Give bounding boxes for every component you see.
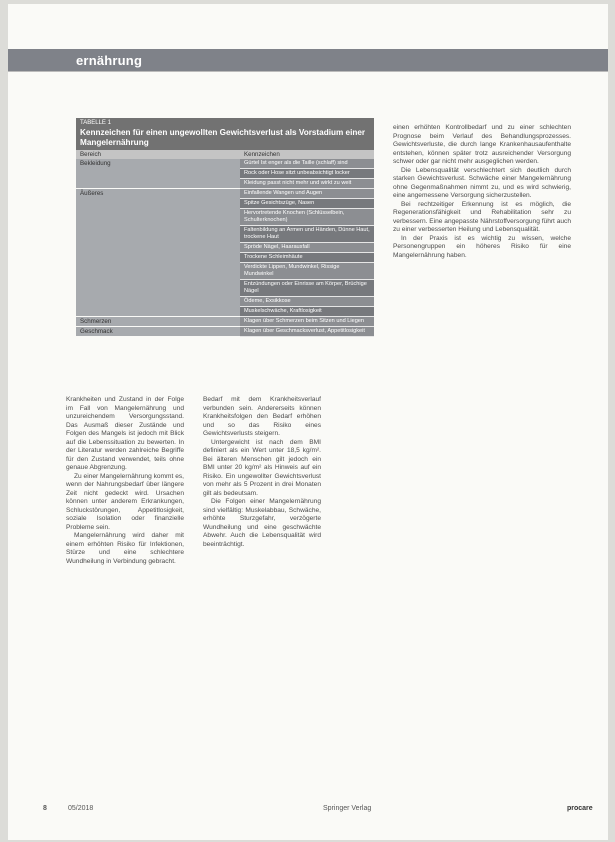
paragraph: Die Folgen einer Mangelernährung sind vielfältig: Muskelabbau, Schwäche, erhöhte Sturzgefahr, verzögerte Wundheilung und eine geschwächte Abwehr. Auch die Lebensqualität wird beeinträchtigt.	[203, 498, 321, 548]
table-cell: Hervortretende Knochen (Schlüsselbein, Schulterknochen)	[240, 209, 374, 226]
table-section-name: Geschmack	[76, 327, 240, 337]
brand-logo: procare	[567, 805, 593, 812]
table-label: TABELLE 1	[76, 118, 374, 127]
table-header	[76, 150, 374, 159]
table-section-items	[240, 189, 374, 317]
table-cell: Klagen über Geschmacksverlust, Appetitlosigkeit	[240, 327, 374, 337]
table-section-name: Bekleidung	[76, 159, 240, 189]
table-cell: Verdickte Lippen, Mundwinkel, Rissige Mundwinkel	[240, 263, 374, 280]
paragraph: Bedarf mit dem Krankheitsverlauf verbunden sein. Andererseits können Krankheitsfolgen den Bedarf erhöhen und so das Risiko eines Gewichtsverlusts steigern.	[203, 396, 321, 437]
paragraph: In der Praxis ist es wichtig zu wissen, welche Personengruppen ein höheres Risiko für eine Mangelernährung haben.	[393, 234, 571, 259]
table-cell: Entzündungen oder Einrisse am Körper, Brüchige Nägel	[240, 280, 374, 297]
table-section	[76, 189, 374, 317]
magazine-page	[8, 4, 608, 840]
table-section	[76, 159, 374, 189]
table-cell: Spitze Gesichtszüge, Nasen	[240, 199, 374, 209]
table-body	[76, 159, 374, 337]
table-cell: Kleidung passt nicht mehr und wirkt zu weit	[240, 179, 374, 189]
table-cell: Einfallende Wangen und Augen	[240, 189, 374, 199]
table-cell: Ödeme, Exsikkose	[240, 297, 374, 307]
table-cell: Faltenbildung an Armen und Händen, Dünne Haut, trockene Haut	[240, 226, 374, 243]
page-number: 8	[43, 805, 47, 812]
info-table	[76, 118, 374, 337]
paragraph: Untergewicht ist nach dem BMI definiert als ein Wert unter 18,5 kg/m². Bei älteren Menschen gilt jedoch ein BMI unter 20 kg/m² als Hinweis auf ein Risiko. Ein ungewollter Gewichtsverlust von mehr als 5 Prozent in drei Monaten gilt als bedeutsam.	[203, 438, 321, 497]
paragraph: Zu einer Mangelernährung kommt es, wenn der Nahrungsbedarf über längere Zeit nicht gedeckt wird. Ursachen können unter anderem Erkrankungen, Schluckstörungen, Appetitlosigkeit, soziale Isolation oder finanzielle Probleme sein.	[66, 472, 184, 531]
paragraph: Bei rechtzeitiger Erkennung ist es möglich, die Regenerationsfähigkeit und Rehabilitation sehr zu verbessern. Eine angepasste Nährstoffversorgung führt auch zu einer verbesserten Heilung und Lebensqualität.	[393, 200, 572, 233]
header-divider	[8, 71, 608, 72]
table-section-items	[240, 317, 374, 327]
table-title: Kennzeichen für einen ungewollten Gewichtsverlust als Vorstadium einer Mangelernährung	[76, 127, 374, 150]
table-section-name: Schmerzen	[76, 317, 240, 327]
table-section-items	[240, 327, 374, 337]
table-cell: Muskelschwäche, Kraftlosigkeit	[240, 307, 374, 317]
publisher: Springer Verlag	[323, 805, 372, 812]
table-section	[76, 317, 374, 327]
paragraph: Mangelernährung wird daher mit einem erhöhten Risiko für Infektionen, Stürze und eine schlechtere Wundheilung in Verbindung gebracht.	[66, 532, 184, 565]
text-column-middle	[203, 396, 321, 549]
table-cell: Klagen über Schmerzen beim Sitzen und Liegen	[240, 317, 374, 327]
table-section	[76, 327, 374, 337]
table-cell: Trockene Schleimhäute	[240, 253, 374, 263]
table-header-signs: Kennzeichen	[244, 151, 280, 158]
paragraph: Krankheiten und Zustand in der Folge im Fall von Mangelernährung und unzureichendem Versorgungsstand. Das Ausmaß dieser Zustände und Folgen des Mangels ist jedoch mit Blick auf die Lebenssituation zu bewerten. In der Literatur werden zahlreiche Begriffe für den Zustand verwendet, teils ohne genaue Abgrenzung.	[66, 396, 184, 471]
table-header-area: Bereich	[80, 151, 101, 158]
table-cell: Spröde Nägel, Haarausfall	[240, 243, 374, 253]
section-title: ernährung	[76, 53, 143, 68]
paragraph: einen erhöhten Kontrollbedarf und zu einer schlechten Prognose beim Verlauf des Behandlungsprozesses. Gewichtsverluste, die durch lange Krankenhausaufenthalte entstehen, können später trotz ausreichender Versorgung schwer oder gar nicht mehr ausgeglichen werden.	[393, 124, 571, 165]
text-column-left	[66, 396, 184, 566]
table-section-name: Äußeres	[76, 189, 240, 317]
table-section-items	[240, 159, 374, 189]
issue-number: 05/2018	[68, 805, 94, 812]
text-column-right	[393, 124, 571, 260]
paragraph: Die Lebensqualität verschlechtert sich deutlich durch starken Gewichtsverlust. Schwäche einer Mangelernährung ohne Gegenmaßnahmen nimmt zu, und es wird schwierig, eine angemessene Versorgung sicherzustellen.	[393, 166, 571, 199]
table-cell: Gürtel Ist enger als die Taille (schlaff) sind	[240, 159, 374, 169]
table-cell: Rock oder Hose sitzt unbeabsichtigt locker	[240, 169, 374, 179]
